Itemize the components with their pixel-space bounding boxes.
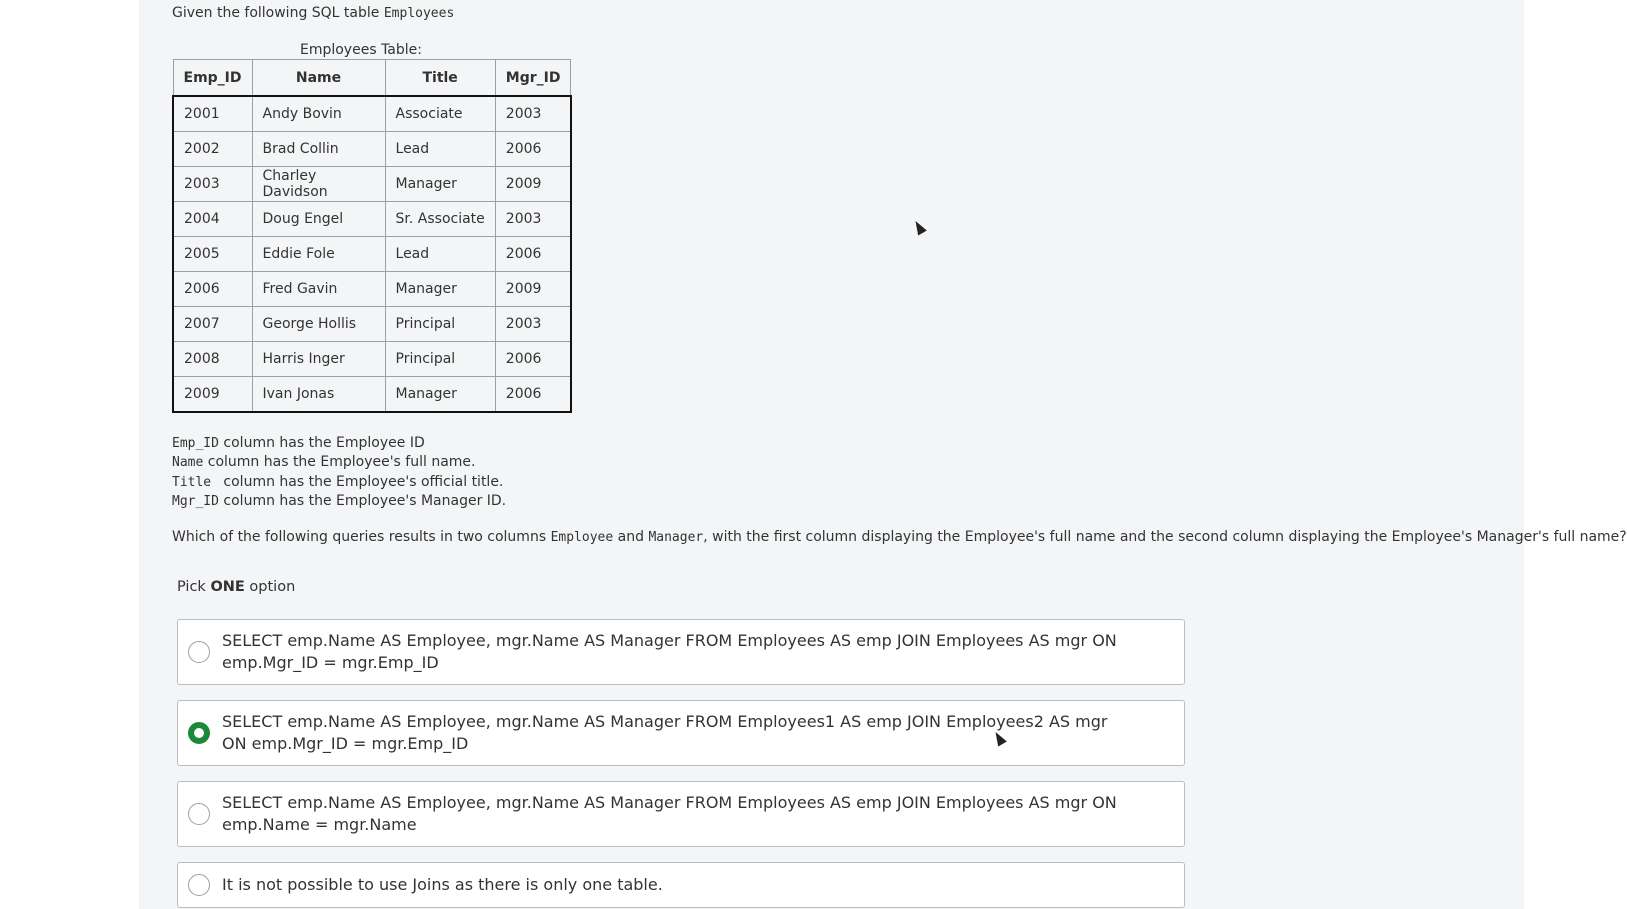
cell-title: Associate — [385, 96, 495, 132]
cell-emp-id: 2002 — [173, 132, 252, 167]
question-part: and — [613, 529, 649, 545]
column-description — [172, 492, 506, 511]
cell-name: Harris Inger — [252, 342, 385, 377]
column-description — [172, 453, 506, 472]
cell-name: Doug Engel — [252, 202, 385, 237]
column-desc-text: column has the Employee ID — [218, 435, 425, 451]
column-code: Title — [172, 474, 219, 490]
cell-name: Andy Bovin — [252, 96, 385, 132]
column-description — [172, 434, 506, 453]
intro-table-name: Employees — [383, 6, 455, 21]
header-emp-id: Emp_ID — [173, 60, 252, 97]
cell-emp-id: 2009 — [173, 377, 252, 413]
cell-title: Manager — [385, 272, 495, 307]
table-row — [173, 202, 571, 237]
cell-name: Fred Gavin — [252, 272, 385, 307]
cell-name: Eddie Fole — [252, 237, 385, 272]
option-1[interactable] — [177, 619, 1185, 685]
table-row — [173, 307, 571, 342]
question-panel — [139, 0, 1627, 909]
cell-emp-id: 2008 — [173, 342, 252, 377]
cell-title: Manager — [385, 377, 495, 413]
column-desc-text: column has the Employee's full name. — [203, 454, 476, 471]
column-desc-text: column has the Employee's Manager ID. — [218, 492, 507, 509]
cell-title: Sr. Associate — [385, 202, 495, 237]
cell-title: Principal — [385, 342, 495, 377]
column-code: Name — [172, 455, 204, 471]
column-code: Emp_ID — [172, 436, 219, 451]
question-code: Manager — [648, 530, 704, 545]
radio-button[interactable] — [188, 803, 210, 825]
column-descriptions — [172, 434, 506, 511]
cell-emp-id: 2007 — [173, 307, 252, 342]
table-row — [173, 377, 571, 413]
pick-prefix: Pick — [177, 579, 211, 595]
cell-mgr-id: 2009 — [495, 167, 571, 202]
radio-button-selected[interactable] — [188, 722, 210, 744]
pick-count: ONE — [210, 579, 245, 595]
question-code: Employee — [550, 530, 614, 545]
employees-table — [172, 59, 572, 413]
cell-emp-id: 2006 — [173, 272, 252, 307]
header-mgr-id: Mgr_ID — [495, 60, 571, 97]
option-text: SELECT emp.Name AS Employee, mgr.Name AS Manager FROM Employees AS emp JOIN Employees AS mgr ON emp.Mgr_ID = mgr.Emp_ID — [222, 631, 1117, 672]
radio-button[interactable] — [188, 874, 210, 896]
cell-emp-id: 2001 — [173, 96, 252, 132]
cell-mgr-id: 2009 — [495, 272, 571, 307]
table-caption: Employees Table: — [299, 42, 422, 58]
column-desc-text: column has the Employee's official title. — [218, 473, 504, 490]
table-row — [173, 167, 571, 202]
option-text: It is not possible to use Joins as there is only one table. — [222, 875, 663, 894]
left-gutter — [0, 0, 139, 909]
cell-mgr-id: 2003 — [495, 96, 571, 132]
cell-emp-id: 2004 — [173, 202, 252, 237]
header-title: Title — [385, 60, 495, 97]
question-text — [172, 529, 1627, 545]
cell-name: Charley Davidson — [252, 167, 385, 202]
cell-mgr-id: 2006 — [495, 342, 571, 377]
cell-emp-id: 2005 — [173, 237, 252, 272]
header-name: Name — [252, 60, 385, 97]
intro-text — [172, 5, 454, 21]
column-description — [172, 473, 506, 492]
cell-mgr-id: 2003 — [495, 202, 571, 237]
cell-name: Ivan Jonas — [252, 377, 385, 413]
table-row — [173, 237, 571, 272]
cell-mgr-id: 2006 — [495, 377, 571, 413]
option-text: SELECT emp.Name AS Employee, mgr.Name AS Manager FROM Employees1 AS emp JOIN Employees2 AS mgr ON emp.Mgr_ID = mgr.Emp_ID — [222, 712, 1108, 753]
cell-title: Lead — [385, 132, 495, 167]
table-row — [173, 96, 571, 132]
option-text: SELECT emp.Name AS Employee, mgr.Name AS Manager FROM Employees AS emp JOIN Employees AS mgr ON emp.Name = mgr.Name — [222, 793, 1117, 834]
question-part: , with the first column displaying the Employee's full name and the second column displaying the Employee's Manager's full name? — [703, 529, 1627, 545]
option-4[interactable] — [177, 862, 1185, 908]
option-2[interactable] — [177, 700, 1185, 766]
table-row — [173, 342, 571, 377]
table-row — [173, 132, 571, 167]
cell-name: George Hollis — [252, 307, 385, 342]
table-row — [173, 272, 571, 307]
cell-mgr-id: 2006 — [495, 132, 571, 167]
radio-button[interactable] — [188, 641, 210, 663]
question-part: Which of the following queries results in two columns — [172, 529, 551, 545]
pick-instruction — [177, 579, 295, 595]
cell-title: Lead — [385, 237, 495, 272]
cell-name: Brad Collin — [252, 132, 385, 167]
table-header-row — [173, 60, 571, 97]
cell-mgr-id: 2003 — [495, 307, 571, 342]
cell-title: Principal — [385, 307, 495, 342]
intro-prefix: Given the following SQL table — [172, 5, 384, 21]
option-3[interactable] — [177, 781, 1185, 847]
cell-mgr-id: 2006 — [495, 237, 571, 272]
mouse-cursor-icon — [911, 218, 927, 235]
cell-emp-id: 2003 — [173, 167, 252, 202]
column-code: Mgr_ID — [172, 493, 219, 509]
cell-title: Manager — [385, 167, 495, 202]
pick-suffix: option — [244, 579, 296, 595]
